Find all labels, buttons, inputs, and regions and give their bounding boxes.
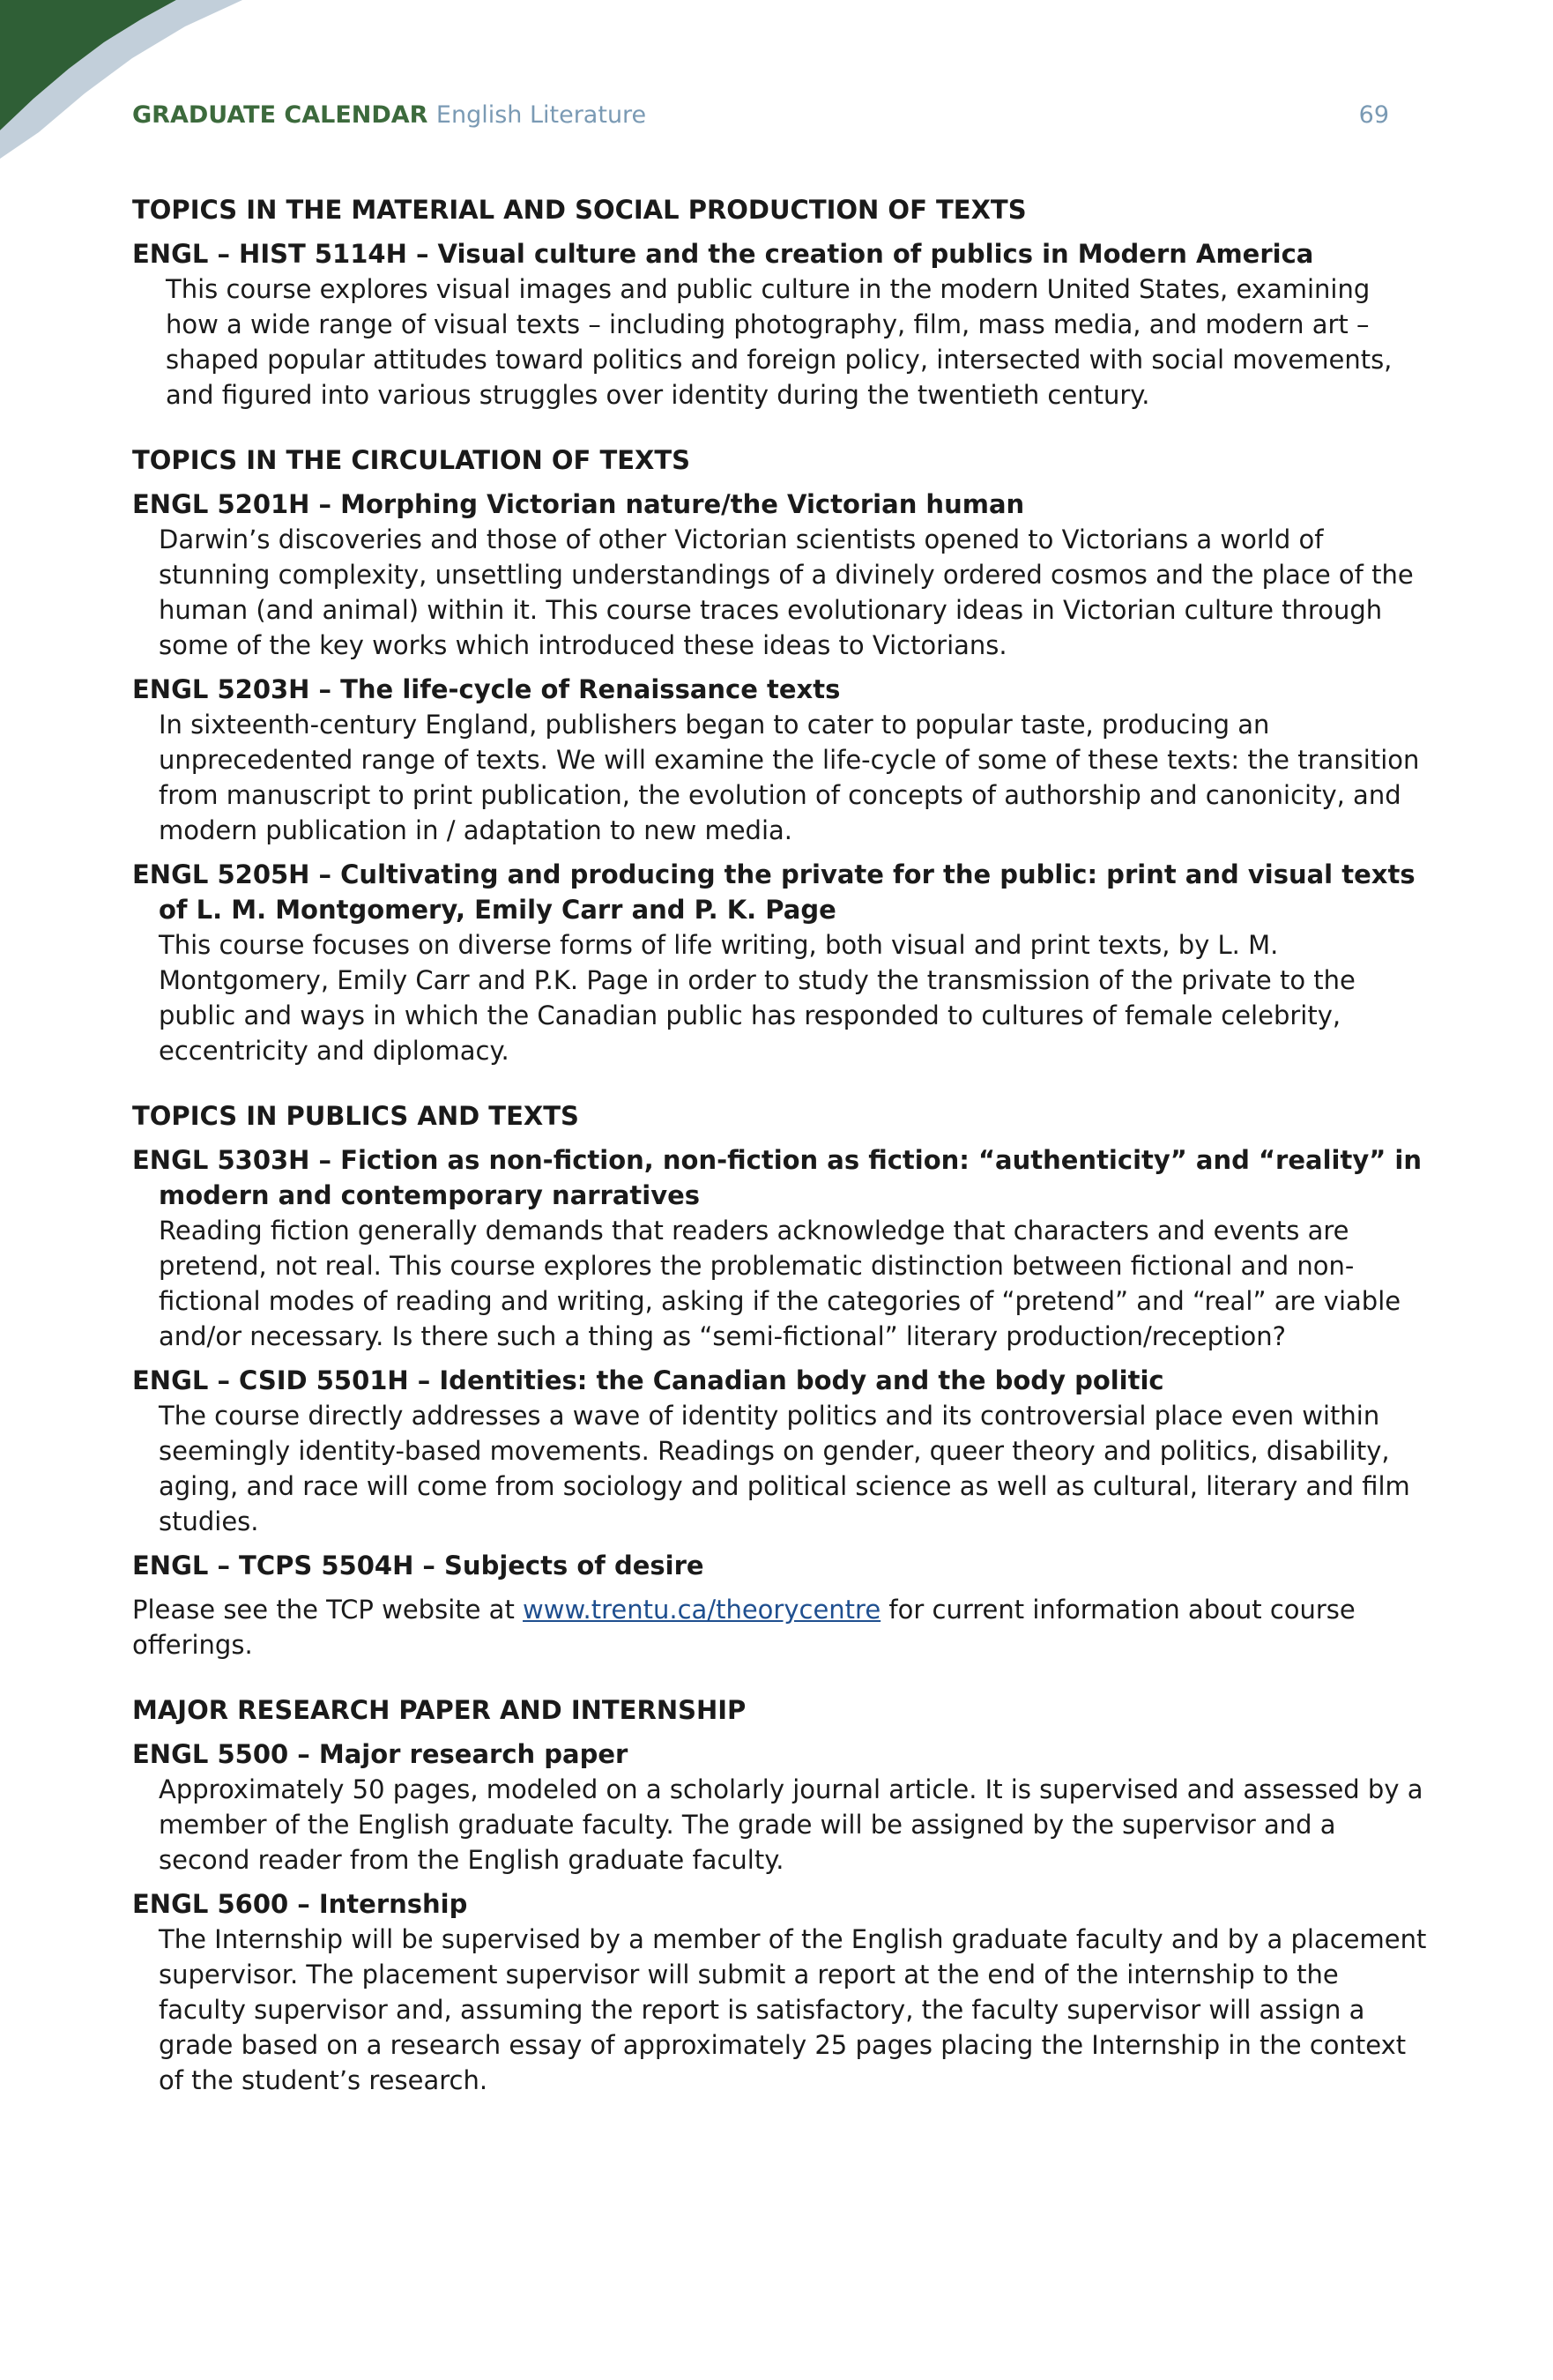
course-entry — [132, 857, 1428, 1068]
course-title: ENGL 5205H – Cultivating and producing the private for the public: print and visual texts of L. M. Montgomery, Emily Carr and P. K. Page — [132, 859, 1416, 925]
course-description: The Internship will be supervised by a member of the English graduate faculty and by a placement supervisor. The placement supervisor will submit a report at the end of the internship to the faculty supervisor and, assuming the report is satisfactory, the faculty supervisor will assign a grade based on a research essay of approximately 25 pages placing the Internship in the context of the student’s research. — [159, 1924, 1427, 2095]
course-description: In sixteenth-century England, publishers began to cater to popular taste, producing an unprecedented range of texts. We will examine the life-cycle of some of these texts: the transition from manuscript to print publication, the evolution of concepts of authorship and canonicity, and modern publication in / adaptation to new media. — [159, 710, 1420, 845]
section-heading: TOPICS IN THE CIRCULATION OF TEXTS — [132, 445, 691, 475]
course-description: This course focuses on diverse forms of life writing, both visual and print texts, by L. M. Montgomery, Emily Carr and P.K. Page in order to study the transmission of the private to the public and ways in which the Canadian public has responded to cultures of female celebrity, eccentricity and diplomacy. — [159, 930, 1356, 1066]
course-title: ENGL 5201H – Morphing Victorian nature/the Victorian human — [132, 489, 1025, 519]
course-entry — [132, 1886, 1428, 2098]
header-series: GRADUATE CALENDAR — [132, 101, 428, 129]
course-description: Darwin’s discoveries and those of other Victorian scientists opened to Victorians a world of stunning complexity, unsettling understandings of a divinely ordered cosmos and the place of the human (and animal) within it. This course traces evolutionary ideas in Victorian culture through some of the key works which introduced these ideas to Victorians. — [159, 524, 1414, 660]
page-number: 69 — [1358, 101, 1389, 129]
page-content — [132, 192, 1428, 2107]
theory-centre-link[interactable]: www.trentu.ca/theorycentre — [523, 1595, 881, 1625]
course-entry — [132, 672, 1428, 848]
course-entry — [132, 1737, 1428, 1878]
course-title: ENGL 5303H – Fiction as non-fiction, non-fiction as fiction: “authenticity” and “reality” in modern and contemporary narratives — [132, 1145, 1422, 1210]
corner-decoration — [0, 0, 247, 159]
course-description: Reading fiction generally demands that readers acknowledge that characters and events are pretend, not real. This course explores the problematic distinction between fictional and non-fictional modes of reading and writing, asking if the categories of “pretend” and “real” are viable and/or necessary. Is there such a thing as “semi-fictional” literary production/reception? — [159, 1216, 1401, 1351]
course-title: ENGL – HIST 5114H – Visual culture and the creation of publics in Modern America — [132, 239, 1314, 269]
course-description: Approximately 50 pages, modeled on a scholarly journal article. It is supervised and assessed by a member of the English graduate faculty. The grade will be assigned by the supervisor and a second reader from the English graduate faculty. — [159, 1774, 1423, 1875]
course-title: ENGL 5203H – The life-cycle of Renaissance texts — [132, 674, 841, 704]
course-entry — [132, 1363, 1428, 1539]
course-entry — [132, 1142, 1428, 1354]
course-title: ENGL – TCPS 5504H – Subjects of desire — [132, 1551, 704, 1580]
course-title: ENGL 5600 – Internship — [132, 1889, 468, 1919]
course-entry — [132, 1548, 1428, 1583]
note-text-before: Please see the TCP website at — [132, 1595, 524, 1625]
course-description: The course directly addresses a wave of identity politics and its controversial place even within seemingly identity-based movements. Readings on gender, queer theory and politics, disability, aging, and race will come from sociology and political science as well as cultural, literary and film studies. — [159, 1401, 1410, 1536]
section-heading: MAJOR RESEARCH PAPER AND INTERNSHIP — [132, 1695, 747, 1725]
course-note — [132, 1592, 1428, 1662]
section-heading: TOPICS IN PUBLICS AND TEXTS — [132, 1101, 579, 1131]
course-description: This course explores visual images and public culture in the modern United States, examining how a wide range of visual texts – including photography, film, mass media, and modern art – shaped popular attitudes toward politics and foreign policy, intersected with social movements, and figured into various struggles over identity during the twentieth century. — [166, 274, 1393, 410]
course-entry — [132, 487, 1428, 663]
note-text-after: for current information about course offerings. — [132, 1595, 1356, 1660]
course-title: ENGL 5500 – Major research paper — [132, 1739, 628, 1769]
running-header — [132, 100, 1389, 131]
section-heading: TOPICS IN THE MATERIAL AND SOCIAL PRODUCTION OF TEXTS — [132, 195, 1027, 225]
course-entry — [132, 236, 1428, 413]
course-title: ENGL – CSID 5501H – Identities: the Canadian body and the body politic — [132, 1365, 1164, 1395]
header-section: English Literature — [435, 101, 647, 129]
